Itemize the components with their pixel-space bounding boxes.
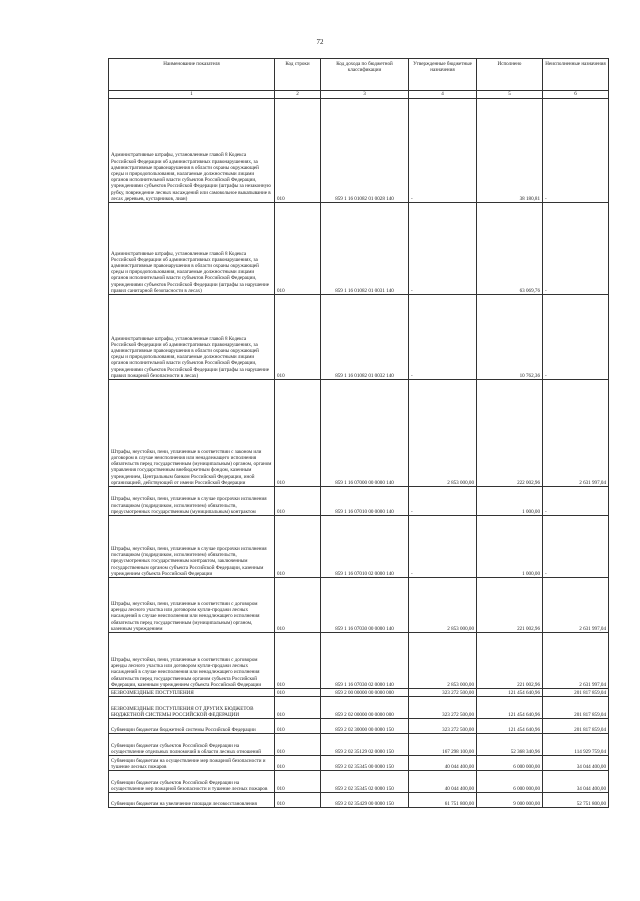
header-unexecuted: Неисполненные назначения bbox=[543, 59, 609, 91]
approved-cell: 40 044 400,00 bbox=[409, 771, 477, 793]
unexecuted-cell: - bbox=[543, 295, 609, 380]
unexecuted-cell: - bbox=[543, 516, 609, 578]
column-number: 6 bbox=[543, 91, 609, 99]
income-code-cell: 859 1 16 07000 00 0000 140 bbox=[321, 380, 409, 487]
row-name-cell: Штрафы, неустойки, пени, уплаченные в случае просрочки исполнения поставщиком (подрядчиком, исполнителем) обязательств, предусмотренных государственным контрактом, заключенным государственным органом субъекта Российской Федерации, казенным учреждением субъекта Российской Федерации bbox=[109, 516, 275, 578]
line-code-cell: 010 bbox=[275, 719, 321, 734]
approved-cell: 323 272 500,00 bbox=[409, 697, 477, 719]
table-row bbox=[109, 771, 609, 793]
line-code-cell: 010 bbox=[275, 295, 321, 380]
executed-cell: 63 069,76 bbox=[477, 203, 543, 295]
table-row bbox=[109, 793, 609, 808]
table-row bbox=[109, 633, 609, 689]
row-name-cell: БЕЗВОЗМЕЗДНЫЕ ПОСТУПЛЕНИЯ bbox=[109, 689, 275, 697]
column-number: 1 bbox=[109, 91, 275, 99]
unexecuted-cell: 34 044 400,00 bbox=[543, 771, 609, 793]
line-code-cell: 010 bbox=[275, 756, 321, 771]
executed-cell: 1 000,00 bbox=[477, 516, 543, 578]
line-code-cell: 010 bbox=[275, 793, 321, 808]
income-code-cell: 859 1 16 01082 01 0032 140 bbox=[321, 295, 409, 380]
header-approved: Утвержденные бюджетные назначения bbox=[409, 59, 477, 91]
executed-cell: 52 368 340,96 bbox=[477, 734, 543, 756]
page-number: 72 bbox=[316, 38, 324, 46]
table-row bbox=[109, 99, 609, 203]
unexecuted-cell: - bbox=[543, 99, 609, 203]
income-code-cell: 859 2 02 35345 00 0000 150 bbox=[321, 756, 409, 771]
approved-cell: - bbox=[409, 203, 477, 295]
column-number: 2 bbox=[275, 91, 321, 99]
row-name-cell: БЕЗВОЗМЕЗДНЫЕ ПОСТУПЛЕНИЯ ОТ ДРУГИХ БЮДЖЕТОВ БЮДЖЕТНОЙ СИСТЕМЫ РОССИЙСКОЙ ФЕДЕРАЦИИ bbox=[109, 697, 275, 719]
row-name-cell: Субвенции бюджетам субъектов Российской Федерации на осуществление отдельных полномочий в области лесных отношений bbox=[109, 734, 275, 756]
executed-cell: 38 180,81 bbox=[477, 99, 543, 203]
row-name-cell: Субвенции бюджетам субъектов Российской Федерации на осуществление мер пожарной безопасности и тушение лесных пожаров bbox=[109, 771, 275, 793]
line-code-cell: 010 bbox=[275, 734, 321, 756]
income-code-cell: 859 1 16 07030 02 0000 140 bbox=[321, 633, 409, 689]
line-code-cell: 010 bbox=[275, 203, 321, 295]
table-row bbox=[109, 516, 609, 578]
budget-execution-table bbox=[108, 58, 609, 808]
header-executed: Исполнено bbox=[477, 59, 543, 91]
table-header-row bbox=[109, 59, 609, 91]
approved-cell: 2 853 000,00 bbox=[409, 380, 477, 487]
approved-cell: 61 751 800,00 bbox=[409, 793, 477, 808]
executed-cell: 1 000,00 bbox=[477, 487, 543, 516]
approved-cell: - bbox=[409, 295, 477, 380]
executed-cell: 121 454 640,96 bbox=[477, 689, 543, 697]
approved-cell: 2 853 000,00 bbox=[409, 578, 477, 633]
row-name-cell: Штрафы, неустойки, пени, уплаченные в соответствии с договором аренды лесного участка или договором купли-продажи лесных насаждений в случае неисполнения или ненадлежащего исполнения обязательств перед государственным (муниципальным) органом, казенным учреждением bbox=[109, 578, 275, 633]
unexecuted-cell: 2 631 997,04 bbox=[543, 578, 609, 633]
unexecuted-cell: - bbox=[543, 487, 609, 516]
income-code-cell: 859 2 02 35429 00 0000 150 bbox=[321, 793, 409, 808]
header-line-code: Код строки bbox=[275, 59, 321, 91]
line-code-cell: 010 bbox=[275, 697, 321, 719]
row-name-cell: Административные штрафы, установленные главой 8 Кодекса Российской Федерации об административных правонарушениях, за административные правонарушения в области охраны окружающей среды и природопользования, налагаемые должностными лицами органов исполнительной власти субъектов Российской Федерации, учреждениями субъектов Российской Федерации (штрафы за нарушение правил пожарной безопасности в лесах) bbox=[109, 295, 275, 380]
unexecuted-cell: 34 044 400,00 bbox=[543, 756, 609, 771]
column-number-row bbox=[109, 91, 609, 99]
income-code-cell: 859 2 02 30000 00 0000 150 bbox=[321, 719, 409, 734]
income-code-cell: 859 1 16 07030 00 0000 140 bbox=[321, 578, 409, 633]
income-code-cell: 859 1 16 07010 00 0000 140 bbox=[321, 487, 409, 516]
unexecuted-cell: 2 631 997,04 bbox=[543, 633, 609, 689]
executed-cell: 9 000 000,00 bbox=[477, 793, 543, 808]
row-name-cell: Штрафы, неустойки, пени, уплаченные в случае просрочки исполнения поставщиком (подрядчиком, исполнителем) обязательств, предусмотренных государственным (муниципальным) контрактом bbox=[109, 487, 275, 516]
table-row bbox=[109, 719, 609, 734]
income-code-cell: 859 2 02 35345 02 0000 150 bbox=[321, 771, 409, 793]
unexecuted-cell: 2 631 997,04 bbox=[543, 380, 609, 487]
executed-cell: 6 000 000,00 bbox=[477, 756, 543, 771]
unexecuted-cell: - bbox=[543, 203, 609, 295]
executed-cell: 10 762,36 bbox=[477, 295, 543, 380]
header-income-code: Код дохода по бюджетной классификации bbox=[321, 59, 409, 91]
approved-cell: 40 044 400,00 bbox=[409, 756, 477, 771]
income-code-cell: 859 2 02 00000 00 0000 000 bbox=[321, 697, 409, 719]
executed-cell: 221 002,96 bbox=[477, 633, 543, 689]
table-row bbox=[109, 697, 609, 719]
line-code-cell: 010 bbox=[275, 516, 321, 578]
table-body bbox=[109, 99, 609, 808]
approved-cell: - bbox=[409, 487, 477, 516]
line-code-cell: 010 bbox=[275, 487, 321, 516]
unexecuted-cell: 201 817 859,04 bbox=[543, 689, 609, 697]
approved-cell: - bbox=[409, 516, 477, 578]
table-row bbox=[109, 295, 609, 380]
executed-cell: 121 454 640,96 bbox=[477, 719, 543, 734]
table-row bbox=[109, 578, 609, 633]
approved-cell: 2 853 000,00 bbox=[409, 633, 477, 689]
row-name-cell: Субвенции бюджетам бюджетной системы Российской Федерации bbox=[109, 719, 275, 734]
line-code-cell: 010 bbox=[275, 689, 321, 697]
income-code-cell: 859 2 00 00000 00 0000 000 bbox=[321, 689, 409, 697]
row-name-cell: Административные штрафы, установленные главой 8 Кодекса Российской Федерации об административных правонарушениях, за административные правонарушения в области охраны окружающей среды и природопользования, налагаемые должностными лицами органов исполнительной власти субъектов Российской Федерации, учреждениями субъектов Российской Федерации (штрафы за нарушение правил санитарной безопасности в лесах) bbox=[109, 203, 275, 295]
table-row bbox=[109, 756, 609, 771]
unexecuted-cell: 201 817 859,04 bbox=[543, 719, 609, 734]
line-code-cell: 010 bbox=[275, 99, 321, 203]
income-code-cell: 859 2 02 35129 02 0000 150 bbox=[321, 734, 409, 756]
income-code-cell: 859 1 16 07010 02 0000 140 bbox=[321, 516, 409, 578]
column-number: 5 bbox=[477, 91, 543, 99]
table-row bbox=[109, 487, 609, 516]
line-code-cell: 010 bbox=[275, 633, 321, 689]
approved-cell: 323 272 500,00 bbox=[409, 689, 477, 697]
table-row bbox=[109, 689, 609, 697]
executed-cell: 121 454 640,96 bbox=[477, 697, 543, 719]
table-row bbox=[109, 380, 609, 487]
line-code-cell: 010 bbox=[275, 578, 321, 633]
table-row bbox=[109, 203, 609, 295]
row-name-cell: Субвенции бюджетам на осуществление мер пожарной безопасности и тушение лесных пожаров bbox=[109, 756, 275, 771]
unexecuted-cell: 52 751 800,00 bbox=[543, 793, 609, 808]
unexecuted-cell: 114 929 759,04 bbox=[543, 734, 609, 756]
approved-cell: 167 298 100,00 bbox=[409, 734, 477, 756]
income-code-cell: 859 1 16 01082 01 0028 140 bbox=[321, 99, 409, 203]
header-name: Наименование показателя bbox=[109, 59, 275, 91]
unexecuted-cell: 201 817 859,04 bbox=[543, 697, 609, 719]
row-name-cell: Субвенции бюджетам на увеличение площади лесовосстановления bbox=[109, 793, 275, 808]
executed-cell: 222 002,96 bbox=[477, 380, 543, 487]
line-code-cell: 010 bbox=[275, 771, 321, 793]
row-name-cell: Штрафы, неустойки, пени, уплаченные в соответствии с договором аренды лесного участка или договором купли-продажи лесных насаждений в случае неисполнения или ненадлежащего исполнения обязательств перед государственным органом субъекта Российской Федерации, казенным учреждением субъекта Российской Федерации bbox=[109, 633, 275, 689]
column-number: 3 bbox=[321, 91, 409, 99]
approved-cell: - bbox=[409, 99, 477, 203]
line-code-cell: 010 bbox=[275, 380, 321, 487]
row-name-cell: Административные штрафы, установленные главой 8 Кодекса Российской Федерации об административных правонарушениях, за административные правонарушения в области охраны окружающей среды и природопользования, налагаемые должностными лицами органов исполнительной власти субъектов Российской Федерации, учреждениями субъектов Российской Федерации (штрафы за незаконную рубку, повреждение лесных насаждений или самовольное выкапывание в лесах деревьев, кустарников, лиан) bbox=[109, 99, 275, 203]
approved-cell: 323 272 500,00 bbox=[409, 719, 477, 734]
executed-cell: 221 002,96 bbox=[477, 578, 543, 633]
table-row bbox=[109, 734, 609, 756]
row-name-cell: Штрафы, неустойки, пени, уплаченные в соответствии с законом или договором в случае неисполнения или ненадлежащего исполнения обязательств перед государственным (муниципальным) органом, органом управления государственным внебюджетным фондом, казенным учреждением, Центральным банком Российской Федерации, иной организацией, действующей от имени Российской Федерации bbox=[109, 380, 275, 487]
income-code-cell: 859 1 16 01082 01 0031 140 bbox=[321, 203, 409, 295]
column-number: 4 bbox=[409, 91, 477, 99]
executed-cell: 6 000 000,00 bbox=[477, 771, 543, 793]
